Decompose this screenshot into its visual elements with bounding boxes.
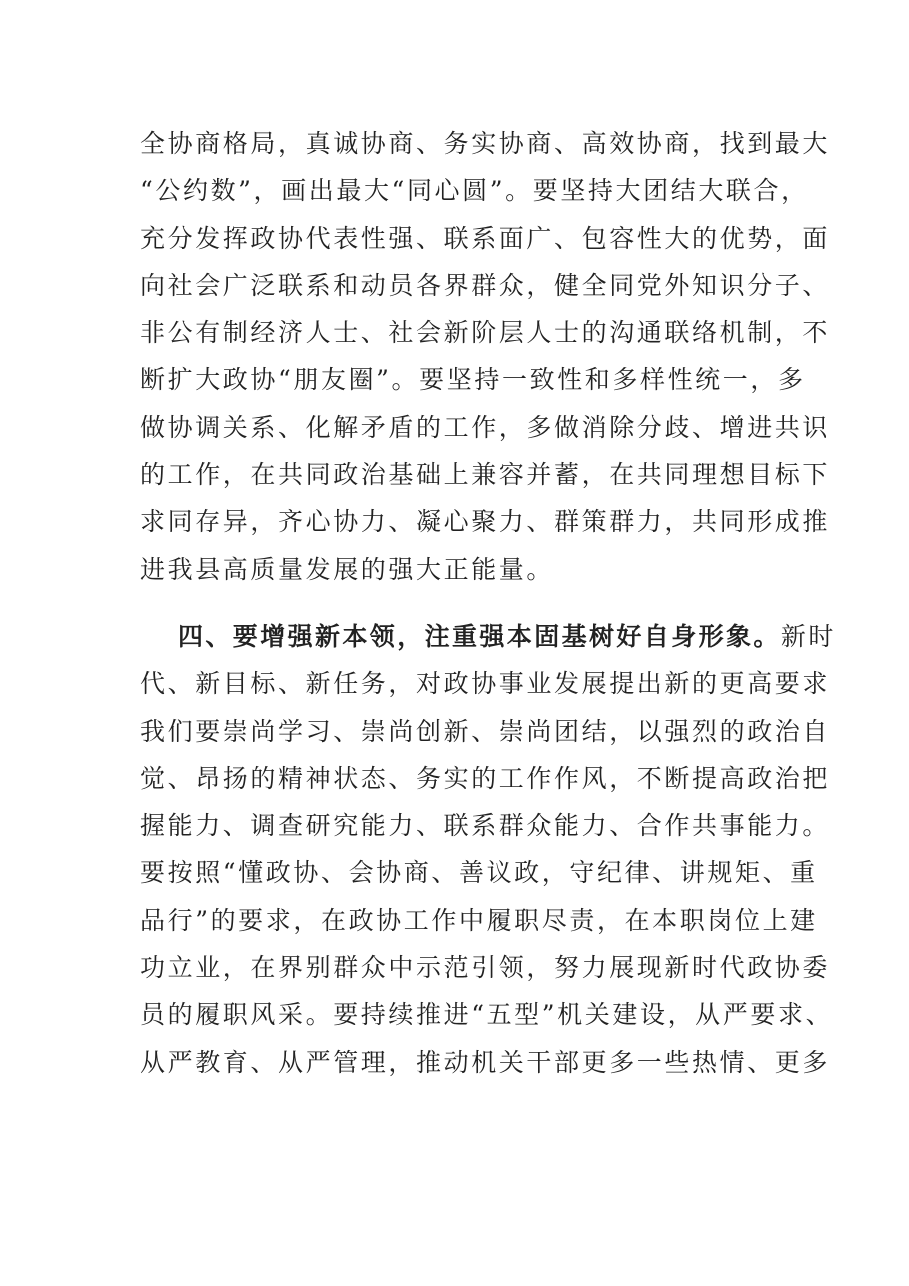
- text-line: 做协调关系、化解矛盾的工作，多做消除分歧、增进共识: [140, 412, 831, 442]
- paragraph-body-2: [140, 613, 837, 1086]
- text-line: “公约数”，画出最大“同心圆”。要坚持大团结大联合，: [140, 176, 809, 206]
- text-line: 握能力、调查研究能力、联系群众能力、合作共事能力。: [140, 811, 831, 841]
- text-line: 的工作，在共同政治基础上兼容并蓄，在共同理想目标下: [140, 460, 831, 490]
- paragraph-first-line: [140, 613, 837, 660]
- text-line: 代、新目标、新任务，对政协事业发展提出新的更高要求: [140, 669, 831, 699]
- text-line: 断扩大政协“朋友圈”。要坚持一致性和多样性统一，多: [140, 365, 806, 395]
- text-line: 要按照“懂政协、会协商、善议政，守纪律、讲规矩、重: [140, 858, 818, 888]
- text-line: 向社会广泛联系和动员各界群众，健全同党外知识分子、: [140, 270, 831, 300]
- text-line: 非公有制经济人士、社会新阶层人士的沟通联络机制，不: [140, 318, 831, 348]
- text-line: 功立业，在界别群众中示范引领，努力展现新时代政协委: [140, 953, 831, 983]
- text-line: 充分发挥政协代表性强、联系面广、包容性大的优势，面: [140, 223, 831, 253]
- text-line: 进我县高质量发展的强大正能量。: [140, 554, 555, 584]
- text-line: 全协商格局，真诚协商、务实协商、高效协商，找到最大: [140, 129, 831, 158]
- text-line: 从严教育、从严管理，推动机关干部更多一些热情、更多: [140, 1047, 831, 1077]
- paragraph-body-1: [140, 120, 831, 593]
- heading-trailing-text: 新时: [780, 622, 837, 651]
- text-line: 品行”的要求，在政协工作中履职尽责，在本职岗位上建: [140, 905, 818, 935]
- text-line: 我们要崇尚学习、崇尚创新、崇尚团结，以强烈的政治自: [140, 716, 831, 746]
- text-line: 求同存异，齐心协力、凝心聚力、群策群力，共同形成推: [140, 507, 831, 537]
- section-heading: 四、要增强新本领，注重强本固基树好自身形象。: [178, 622, 781, 651]
- text-line: 员的履职风采。要持续推进“五型”机关建设，从严要求、: [140, 1000, 834, 1030]
- text-line: 觉、昂扬的精神状态、务实的工作作风，不断提高政治把: [140, 763, 831, 793]
